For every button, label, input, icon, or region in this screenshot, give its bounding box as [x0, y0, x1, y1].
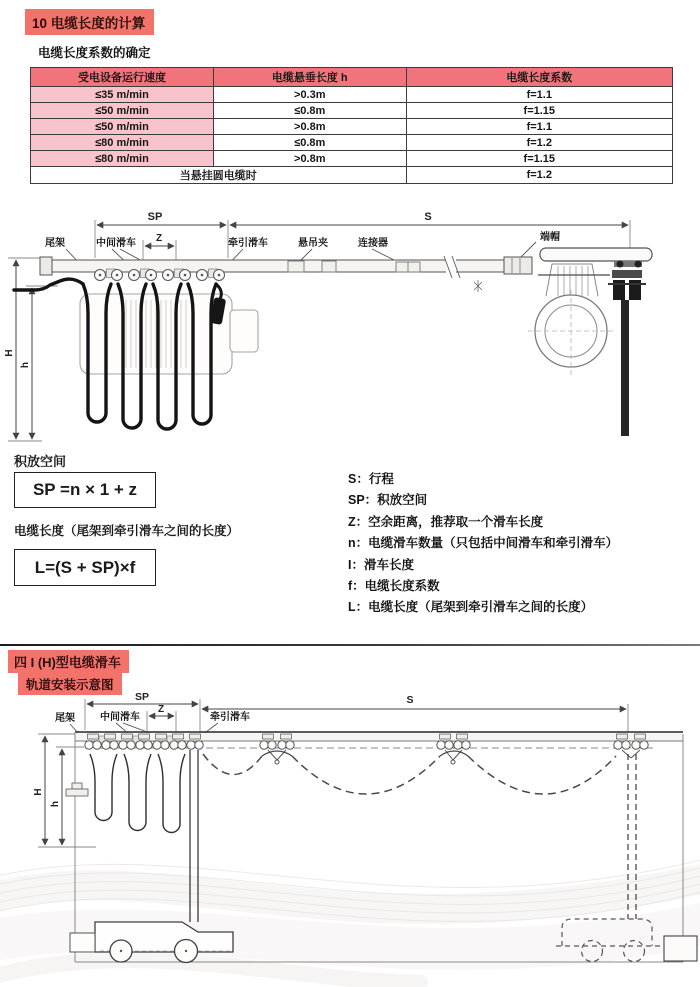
table-row	[31, 135, 673, 151]
label-connector: 连接器	[358, 238, 388, 249]
cell-speed: ≤80 m/min	[31, 135, 214, 151]
cell-coef: f=1.1	[406, 119, 672, 135]
legend-item-s: S：行程	[348, 472, 394, 486]
tail-bracket	[66, 783, 88, 796]
dim-lines	[45, 704, 626, 845]
cell-speed: ≤50 m/min	[31, 119, 214, 135]
dim-label-z: Z	[157, 704, 165, 715]
sp-formula-box: SP =n × 1 + z	[14, 472, 156, 508]
dim-label-h-big: H	[33, 788, 44, 796]
header-hang-length: 电缆悬垂长度 h	[213, 68, 406, 87]
section2-subtitle: 轨道安装示意图	[18, 673, 122, 695]
cell-hang: ≤0.8m	[213, 135, 406, 151]
cell-coef: f=1.2	[406, 135, 672, 151]
cell-round-cable-coef: f=1.2	[406, 167, 672, 184]
label-tow-trolley: 牵引滑车	[228, 238, 268, 249]
cable-loops	[90, 754, 185, 833]
legend-item-L: L：电缆长度（尾架到牵引滑车之间的长度）	[348, 600, 594, 615]
section1-subtitle: 电缆长度系数的确定	[38, 46, 151, 60]
cell-coef: f=1.15	[406, 103, 672, 119]
dim-label-z: Z	[155, 233, 163, 244]
dim-label-h-big: H	[4, 349, 15, 357]
section2-title: 四 I (H)型电缆滑车	[8, 650, 129, 673]
track-install-diagram	[0, 690, 700, 987]
dim-label-h-small: h	[20, 361, 31, 369]
cable-coefficient-table	[30, 67, 673, 184]
festoon-diagram	[0, 198, 700, 448]
section1-title: 10 电缆长度的计算	[25, 9, 154, 35]
dim-label-sp: SP	[147, 211, 163, 223]
cell-speed: ≤35 m/min	[31, 87, 214, 103]
label-end-cap: 端帽	[540, 232, 560, 243]
cell-hang: >0.8m	[213, 151, 406, 167]
cell-coef: f=1.15	[406, 151, 672, 167]
l-formula-box: L=(S + SP)×f	[14, 549, 156, 586]
table-row	[31, 87, 673, 103]
catenary-cables	[203, 751, 616, 794]
section-divider	[0, 644, 700, 646]
header-coefficient: 电缆长度系数	[406, 68, 672, 87]
dim-label-h-small: h	[50, 800, 61, 808]
pair-hangers	[268, 750, 640, 764]
table-footer-row	[31, 167, 673, 184]
dim-label-sp: SP	[134, 691, 150, 703]
label-tail-frame: 尾架	[45, 238, 65, 249]
cell-round-cable: 当悬挂圆电缆时	[31, 167, 407, 184]
table-header-row	[31, 68, 673, 87]
cable-drum-assembly	[528, 248, 652, 436]
dim-label-s: S	[424, 211, 432, 223]
accumulation-space-title: 积放空间	[14, 454, 67, 469]
legend-item-sp: SP：积放空间	[348, 493, 428, 508]
cell-hang: >0.8m	[213, 119, 406, 135]
end-stop-block	[664, 936, 697, 961]
dim-label-s: S	[406, 694, 414, 706]
label-middle-trolley: 中间滑车	[96, 238, 136, 249]
symbol-legend	[348, 469, 618, 619]
table-row	[31, 119, 673, 135]
cable-length-title: 电缆长度（尾架到牵引滑车之间的长度）	[14, 524, 240, 538]
legend-item-l: I：滑车长度	[348, 557, 414, 572]
table-row	[31, 151, 673, 167]
label-suspension-clamp: 悬吊夹	[298, 238, 328, 249]
label-middle-trolley: 中间滑车	[100, 712, 140, 723]
label-tail-frame: 尾架	[55, 713, 75, 724]
cell-coef: f=1.1	[406, 87, 672, 103]
cell-hang: ≤0.8m	[213, 103, 406, 119]
legend-item-f: f：电缆长度系数	[348, 579, 440, 594]
cell-speed: ≤80 m/min	[31, 151, 214, 167]
cell-hang: >0.3m	[213, 87, 406, 103]
cell-speed: ≤50 m/min	[31, 103, 214, 119]
cable-drop-bar	[621, 300, 629, 436]
legend-item-z: Z：空余距离，推荐取一个滑车长度	[348, 514, 544, 529]
legend-item-n: n：电缆滑车数量（只包括中间滑车和牵引滑车）	[348, 536, 619, 551]
label-tow-trolley: 牵引滑车	[210, 712, 250, 723]
header-speed: 受电设备运行速度	[31, 68, 214, 87]
table-row	[31, 103, 673, 119]
